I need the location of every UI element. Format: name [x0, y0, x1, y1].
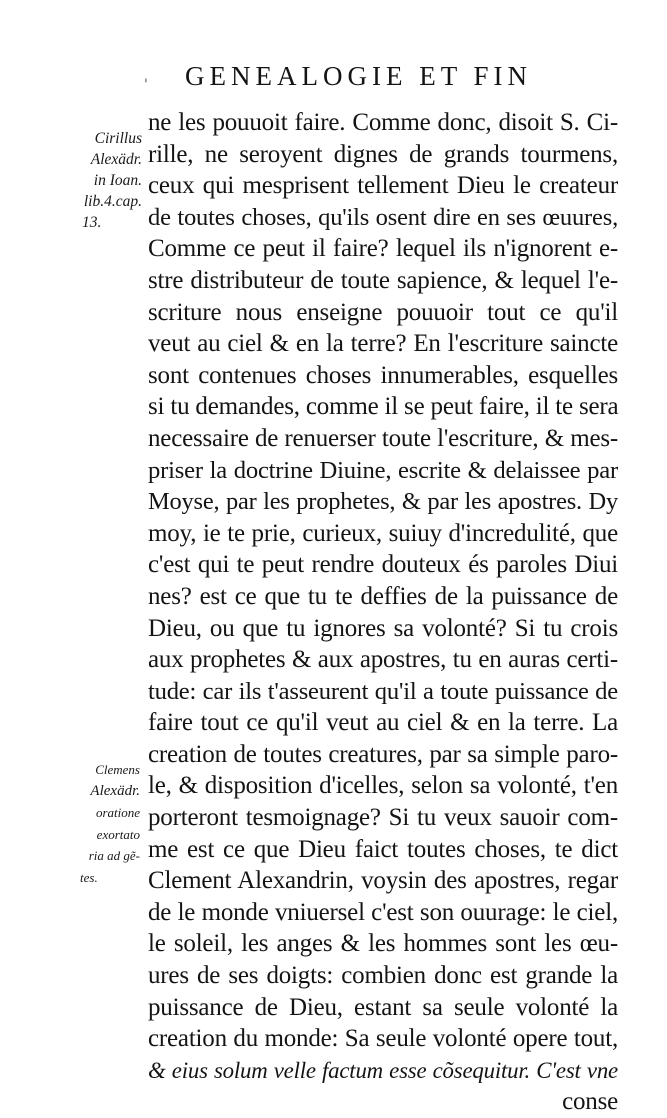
- margin-note-line: ria ad gẽ-: [88, 848, 140, 863]
- margin-note-line: Alexädr.: [90, 782, 140, 799]
- margin-note-line: Clemens: [95, 762, 140, 777]
- text-line: moy, ie te prie, curieux, suiuy d'incredulité, que: [148, 519, 618, 547]
- text-line: aux prophetes & aux apostres, tu en auras certi-: [148, 646, 618, 674]
- text-line: tude: car ils t'asseurent qu'il a toute puissance de: [148, 677, 618, 705]
- text-line: c'est qui te peut rendre douteux és paroles Diui: [148, 551, 618, 579]
- text-line: faire tout ce qu'il veut au ciel & en la terre. La: [148, 709, 618, 737]
- text-line: nes? est ce que tu te deffies de la puissance de: [148, 582, 618, 610]
- margin-note-clemens: [78, 759, 140, 888]
- text-line: creation du monde: Sa seule volonté opere tout,: [148, 1025, 618, 1053]
- text-line: Dieu, ou que tu ignores sa volonté? Si tu crois: [148, 614, 618, 642]
- margin-note-line: lib.4.cap.: [83, 193, 142, 210]
- running-head: GENEALOGIE ET FIN: [185, 61, 532, 91]
- body-text: [148, 107, 618, 1118]
- text-line: de le monde vniuersel c'est son ouurage: le ciel,: [148, 898, 618, 926]
- text-line: stre distributeur de toute sapience, & lequel l'e-: [148, 266, 618, 294]
- text-line: scriture nous enseigne pouuoir tout ce qu'il: [148, 298, 618, 326]
- text-line: sont contenues choses innumerables, esquelles: [148, 361, 618, 389]
- text-line: creation de toutes creatures, par sa simple paro-: [148, 740, 618, 768]
- header-mark: ': [144, 77, 148, 93]
- text-line: le soleil, les anges & les hommes sont les œu-: [148, 930, 618, 958]
- text-line: puissance de Dieu, estant sa seule volonté la: [148, 993, 618, 1021]
- margin-note-line: Alexädr.: [90, 151, 142, 168]
- text-line: veut au ciel & en la terre? En l'escriture saincte: [148, 330, 618, 358]
- text-line: porteront tesmoignage? Si tu veux sauoir com-: [148, 804, 618, 832]
- text-line: de toutes choses, qu'ils osent dire en ses œuures,: [148, 203, 618, 231]
- text-line: priser la doctrine Diuine, escrite & delaissee par: [148, 456, 618, 484]
- text-line: ures de ses doigts: combien donc est grande la: [148, 962, 618, 990]
- text-line: le, & disposition d'icelles, selon sa volonté, t'en: [148, 772, 618, 800]
- margin-note-line: Cirillus: [94, 130, 142, 147]
- text-line: Clement Alexandrin, voysin des apostres, regar: [148, 867, 618, 895]
- margin-note-line: oratione: [95, 805, 140, 820]
- catchword: conse: [562, 1088, 618, 1116]
- text-line: necessaire de renuerser toute l'escriture, & mes-: [148, 424, 618, 452]
- text-line: ceux qui mesprisent tellement Dieu le createur: [148, 172, 618, 200]
- text-line: ne les pouuoit faire. Comme donc, disoit S. Ci-: [148, 109, 618, 136]
- text-line: me est ce que Dieu faict toutes choses, te dict: [148, 835, 618, 863]
- margin-note-cirillus: [82, 128, 142, 233]
- text-line: Comme ce peut il faire? lequel ils n'ignorent e-: [148, 235, 618, 263]
- text-line-latin: & eius solum velle factum esse cõsequitur. C'est vne: [148, 1057, 618, 1083]
- margin-note-line: tes.: [80, 869, 98, 885]
- margin-note-line: 13.: [82, 214, 102, 231]
- margin-note-line: exortato: [96, 826, 140, 842]
- text-line: Moyse, par les prophetes, & par les apostres. Dy: [148, 488, 618, 516]
- text-line: si tu demandes, comme il se peut faire, il te sera: [148, 393, 619, 421]
- text-line: rille, ne seroyent dignes de grands tourmens,: [148, 140, 618, 168]
- margin-note-line: in Ioan.: [93, 172, 142, 189]
